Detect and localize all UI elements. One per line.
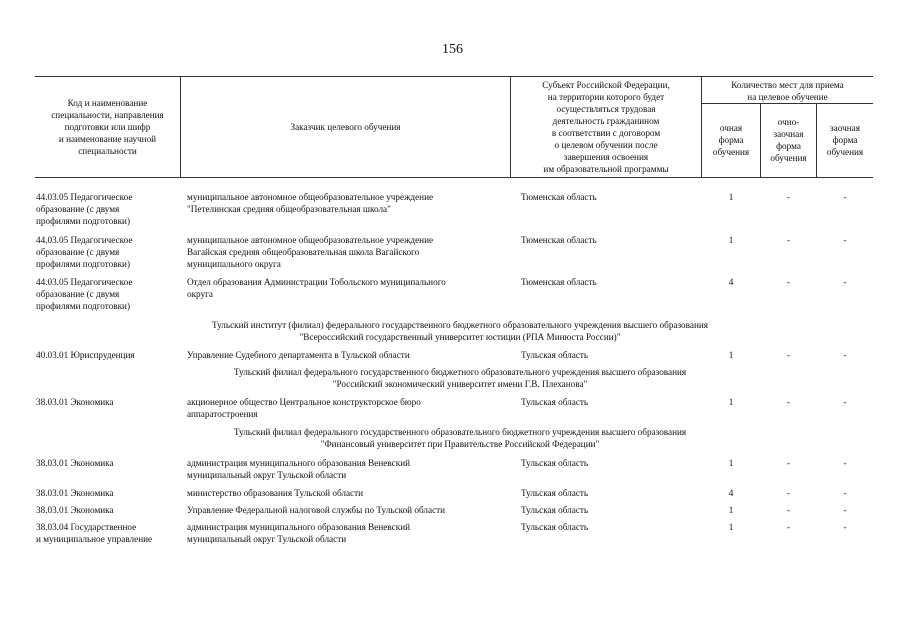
header-subject-line: на территории которого будет xyxy=(547,92,665,102)
code-line: 38.03.01 Экономика xyxy=(36,397,114,407)
row-subject: Тульская область xyxy=(521,505,589,515)
row-customer xyxy=(187,521,512,545)
header-full-line: очная xyxy=(719,123,743,133)
customer-line: Отдел образования Администрации Тобольского муниципального xyxy=(187,277,446,287)
institution-line: "Финансовый университет при Правительстве Российской Федерации" xyxy=(320,439,600,449)
row-full: 1 xyxy=(728,397,734,407)
row-mixed: - xyxy=(786,350,791,360)
row-code xyxy=(36,487,181,499)
row-full: 1 xyxy=(728,235,734,245)
row-code xyxy=(36,191,181,227)
header-mixed-line: обучения xyxy=(770,153,807,163)
row-customer xyxy=(187,191,512,215)
row-code xyxy=(36,276,181,312)
code-line: образование (с двумя xyxy=(36,247,120,257)
page-number: 156 xyxy=(442,42,463,57)
header-bottom-rule xyxy=(35,177,873,178)
code-line: 38.03.01 Экономика xyxy=(36,505,114,515)
row-code xyxy=(36,349,181,361)
code-line: 38.03.01 Экономика xyxy=(36,458,114,468)
header-mixed-line: заочная xyxy=(773,129,804,139)
institution-line: Тульский филиал федерального государственного образовательного бюджетного учреждения высшего образования xyxy=(233,427,687,437)
institution-heading xyxy=(150,319,770,343)
header-code-line: специальности, направления xyxy=(51,110,164,120)
row-full: 1 xyxy=(728,350,734,360)
code-line: 44.03.05 Педагогическое xyxy=(36,277,133,287)
header-subject xyxy=(511,79,701,175)
header-part-line: форма xyxy=(832,135,858,145)
row-full: 1 xyxy=(728,192,734,202)
customer-line: Вагайская средняя общеобразовательная школа Вагайского xyxy=(187,247,420,257)
row-code xyxy=(36,457,181,469)
header-subject-line: им образовательной программы xyxy=(543,164,669,174)
code-line: профилями подготовки) xyxy=(36,259,131,269)
header-subject-line: деятельность гражданином xyxy=(552,116,660,126)
customer-line: муниципальный округ Тульской области xyxy=(187,470,347,480)
header-mixed xyxy=(761,116,816,164)
customer-line: муниципальное автономное общеобразовательное учреждение xyxy=(187,235,434,245)
institution-heading xyxy=(150,426,770,450)
institution-heading xyxy=(150,366,770,390)
customer-line: министерство образования Тульской области xyxy=(187,488,364,498)
customer-line: муниципального округа xyxy=(187,259,281,269)
row-part: - xyxy=(843,522,847,532)
row-full: 1 xyxy=(728,505,734,515)
row-subject: Тюменская область xyxy=(521,235,597,245)
code-line: 38.03.04 Государственное xyxy=(36,522,137,532)
row-mixed: - xyxy=(786,522,791,532)
row-code xyxy=(36,396,181,408)
customer-line: муниципальное автономное общеобразовательное учреждение xyxy=(187,192,434,202)
header-customer: Заказчик целевого обучения xyxy=(290,122,401,132)
customer-line: администрация муниципального образования Веневский xyxy=(187,458,411,468)
header-full-time xyxy=(702,122,760,158)
code-line: и муниципальное управление xyxy=(36,534,153,544)
header-mixed-line: очно- xyxy=(777,117,800,127)
row-full: 1 xyxy=(728,458,734,468)
row-part: - xyxy=(843,277,847,287)
header-code-line: Код и наименование xyxy=(67,98,148,108)
row-subject: Тульская область xyxy=(521,350,589,360)
row-mixed: - xyxy=(786,488,791,498)
row-subject: Тюменская область xyxy=(521,277,597,287)
institution-line: "Всероссийский государственный университет юстиции (РПА Минюста России)" xyxy=(299,332,621,342)
header-top-rule xyxy=(35,76,873,77)
header-full-line: форма xyxy=(718,135,744,145)
header-code xyxy=(36,97,179,157)
row-part: - xyxy=(843,488,847,498)
header-subject-line: о целевом обучении после xyxy=(554,140,658,150)
header-subject-line: Субъект Российской Федерации, xyxy=(542,80,670,90)
header-mixed-line: форма xyxy=(776,141,801,151)
row-subject: Тульская область xyxy=(521,458,589,468)
header-code-line: подготовки или шифр xyxy=(64,122,151,132)
row-customer xyxy=(187,396,512,420)
header-subject-line: завершения освоения xyxy=(563,152,649,162)
customer-line: "Петелинская средняя общеобразовательная школа" xyxy=(187,204,391,214)
row-part: - xyxy=(843,397,847,407)
header-code-line: специальности xyxy=(78,146,137,156)
row-full: 4 xyxy=(728,488,734,498)
row-customer xyxy=(187,487,512,499)
code-line: образование (с двумя xyxy=(36,289,120,299)
row-customer xyxy=(187,504,512,516)
header-code-line: и наименование научной xyxy=(58,134,157,144)
header-places xyxy=(702,79,873,103)
row-subject: Тульская область xyxy=(521,488,589,498)
code-line: 40.03.01 Юриспруденция xyxy=(36,350,135,360)
row-part: - xyxy=(843,350,847,360)
row-full: 4 xyxy=(728,277,734,287)
customer-line: акционерное общество Центральное конструкторское бюро xyxy=(187,397,421,407)
header-part-line: заочная xyxy=(830,123,860,133)
institution-line: "Российский экономический университет имени Г.В. Плеханова" xyxy=(332,379,588,389)
row-customer xyxy=(187,349,512,361)
code-line: профилями подготовки) xyxy=(36,216,131,226)
code-line: 44.03.05 Педагогическое xyxy=(36,235,133,245)
row-part: - xyxy=(843,235,847,245)
row-mixed: - xyxy=(786,235,791,245)
header-part-line: обучения xyxy=(826,147,864,157)
customer-line: округа xyxy=(187,289,213,299)
row-customer xyxy=(187,457,512,481)
row-customer xyxy=(187,276,512,300)
row-code xyxy=(36,521,181,545)
row-part: - xyxy=(843,458,847,468)
row-part: - xyxy=(843,192,847,202)
customer-line: аппаратостроения xyxy=(187,409,258,419)
customer-line: Управление Федеральной налоговой службы по Тульской области xyxy=(187,505,446,515)
row-full: 1 xyxy=(728,522,734,532)
row-mixed: - xyxy=(786,458,791,468)
header-full-line: обучения xyxy=(712,147,750,157)
row-subject: Тюменская область xyxy=(521,192,597,202)
row-mixed: - xyxy=(786,505,791,515)
row-customer xyxy=(187,234,512,270)
row-mixed: - xyxy=(786,397,791,407)
customer-line: администрация муниципального образования Веневский xyxy=(187,522,411,532)
institution-line: Тульский институт (филиал) федерального государственного бюджетного образовательного учреждения высшего образования xyxy=(211,320,709,330)
code-line: профилями подготовки) xyxy=(36,301,131,311)
code-line: 44.03.05 Педагогическое xyxy=(36,192,133,202)
header-part-time xyxy=(817,122,873,158)
institution-line: Тульский филиал федерального государственного бюджетного образовательного учреждения высшего образования xyxy=(233,367,687,377)
places-divider xyxy=(701,103,873,104)
code-line: образование (с двумя xyxy=(36,204,120,214)
code-line: 38.03.01 Экономика xyxy=(36,488,114,498)
header-subject-line: в соответствии с договором xyxy=(551,128,661,138)
header-places-line: Количество мест для приема xyxy=(731,80,844,90)
row-mixed: - xyxy=(786,277,791,287)
row-code xyxy=(36,234,181,270)
row-part: - xyxy=(843,505,847,515)
row-code xyxy=(36,504,181,516)
header-subject-line: осуществляться трудовая xyxy=(556,104,656,114)
customer-line: муниципальный округ Тульской области xyxy=(187,534,347,544)
header-places-line: на целевое обучение xyxy=(747,92,828,102)
row-mixed: - xyxy=(786,192,791,202)
customer-line: Управление Судебного департамента в Тульской области xyxy=(187,350,410,360)
row-subject: Тульская область xyxy=(521,397,589,407)
row-subject: Тульская область xyxy=(521,522,589,532)
